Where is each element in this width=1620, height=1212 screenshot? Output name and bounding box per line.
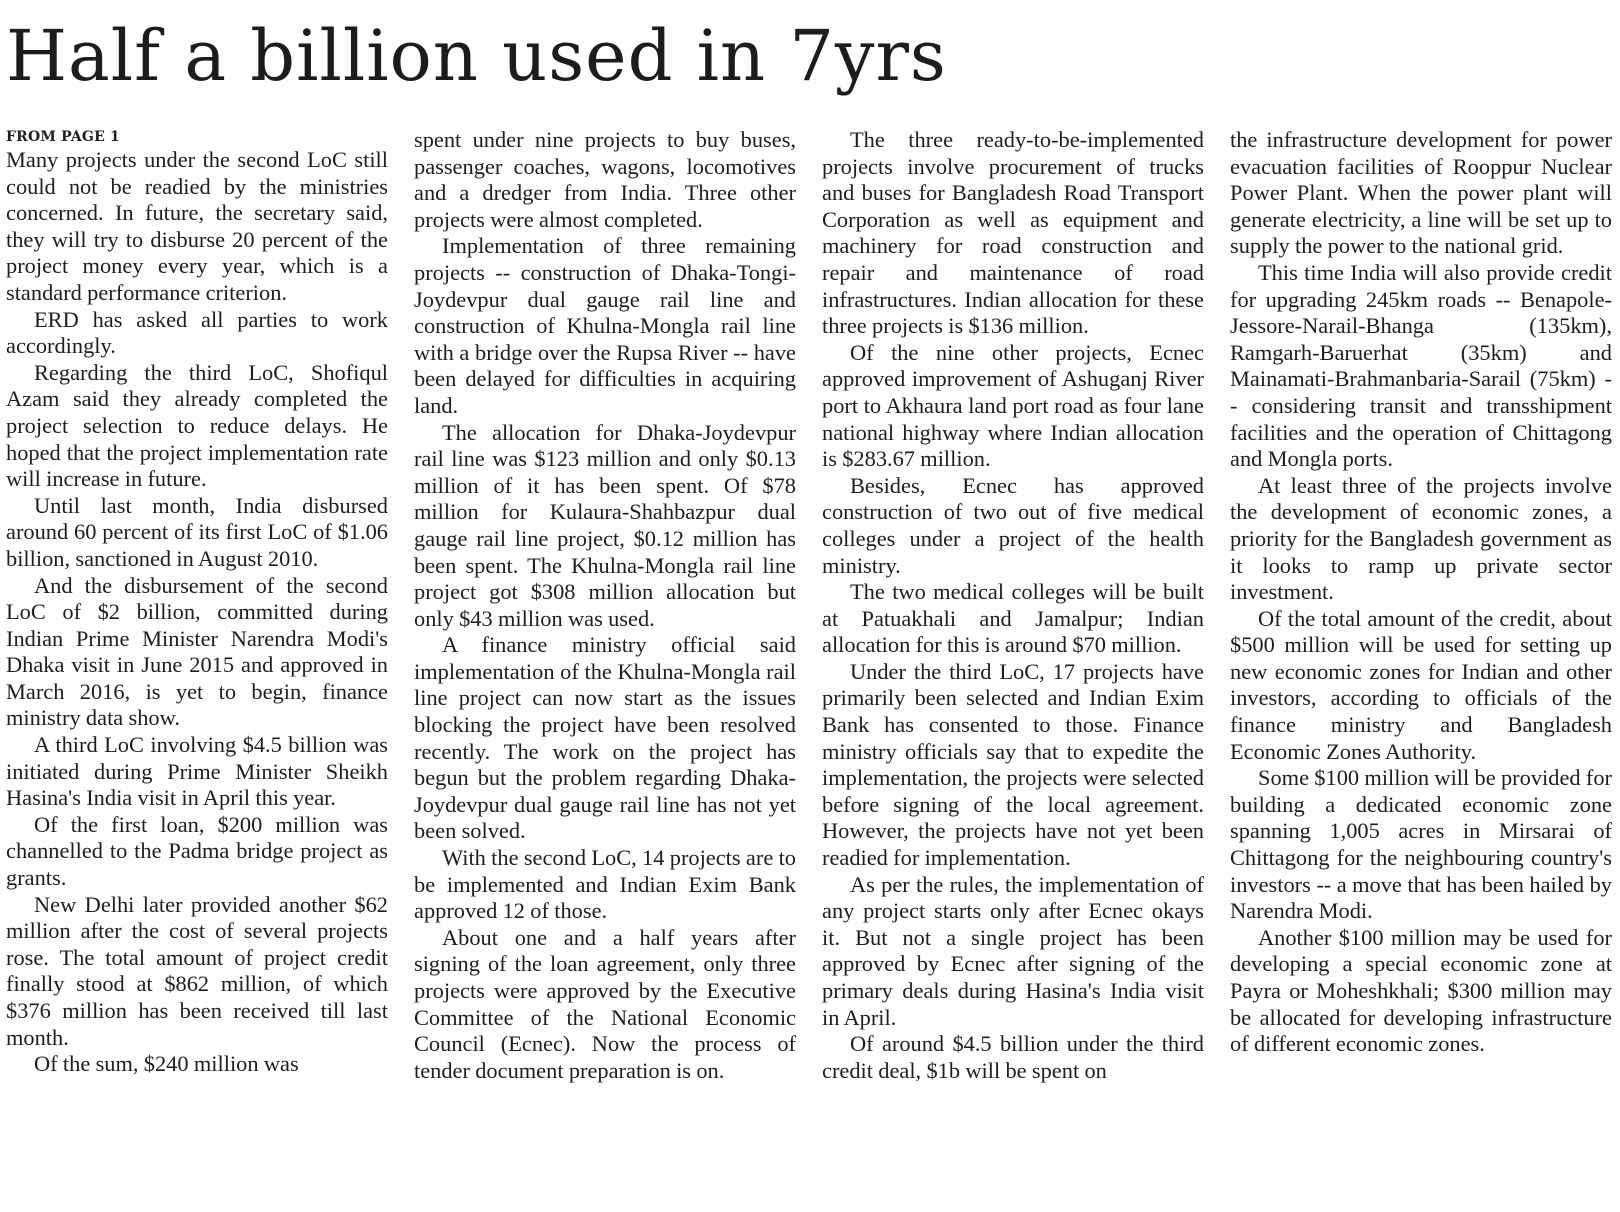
paragraph: Implementation of three remaining projects -- construction of Dhaka-Tongi-Joydevpur dual gauge rail line and construction of Khulna-Mongla rail line with a bridge over the Rupsa River -- have been delayed for difficulties in acquiring land. (414, 233, 796, 418)
article-body (6, 127, 1614, 1205)
paragraph: Of the sum, $240 million was (34, 1051, 299, 1077)
paragraph: Of the total amount of the credit, about $500 million will be used for setting up new economic zones for Indian and other investors, according to officials of the finance ministry and Bangladesh Economic Zones Authority. (1230, 605, 1612, 764)
paragraph: The allocation for Dhaka-Joydevpur rail line was $123 million and only $0.13 million of it has been spent. Of $78 million for Kulaura-Shahbazpur dual gauge rail line project, $0.12 million has been spent. The Khulna-Mongla rail line project got $308 million allocation but only $43 million was used. (414, 419, 796, 631)
paragraph: Of the nine other projects, Ecnec approved improvement of Ashuganj River port to Akhaura land port road as four lane national highway where Indian allocation is $283.67 million. (822, 339, 1204, 472)
article-headline: Half a billion used in 7yrs (6, 15, 947, 97)
paragraph: This time India will also provide credit for upgrading 245km roads -- Benapole-Jessore-Narail-Bhanga (135km), Ramgarh-Baruerhat (35km) and Mainamati-Brahmanbaria-Sarail (75km) -- considering transit and transshipment facilities and the operation of Chittagong and Mongla ports. (1230, 259, 1612, 472)
paragraph: ERD has asked all parties to work accordingly. (6, 306, 388, 359)
paragraph: The two medical colleges will be built at Patuakhali and Jamalpur; Indian allocation for this is around $70 million. (822, 579, 1204, 658)
paragraph: A third LoC involving $4.5 billion was initiated during Prime Minister Sheikh Hasina's India visit in April this year. (6, 732, 388, 811)
paragraph: As per the rules, the implementation of any project starts only after Ecnec okays it. But not a single project has been approved by Ecnec after signing of the primary deals during Hasina's India visit in April. (822, 871, 1204, 1030)
paragraph: At least three of the projects involve the development of economic zones, a priority for the Bangladesh government as it looks to ramp up private sector investment. (1230, 472, 1612, 605)
paragraph: With the second LoC, 14 projects are to be implemented and Indian Exim Bank approved 12 of those. (414, 845, 796, 924)
paragraph: Besides, Ecnec has approved construction of two out of five medical colleges under a project of the health ministry. (822, 472, 1204, 578)
paragraph: Under the third LoC, 17 projects have primarily been selected and Indian Exim Bank has consented to those. Finance ministry officials say that to expedite the implementation, the projects were selected before signing of the local agreement. However, the projects have not yet been readied for implementation. (822, 658, 1204, 871)
paragraph: About one and a half years after signing of the loan agreement, only three projects were approved by the Executive Committee of the National Economic Council (Ecnec). Now the process of tender document preparation is on. (414, 924, 796, 1083)
paragraph: Until last month, India disbursed around 60 percent of its first LoC of $1.06 billion, sanctioned in August 2010. (6, 492, 388, 571)
article-column-1 (6, 127, 388, 1205)
paragraph: spent under nine projects to buy buses, passenger coaches, wagons, locomotives and a dredger from India. Three other projects were almost completed. (414, 127, 796, 232)
paragraph: The three ready-to-be-implemented projects involve procurement of trucks and buses for Bangladesh Road Transport Corporation as well as equipment and machinery for road construction and repair and maintenance of road infrastructures. Indian allocation for these three projects is $136 million. (822, 127, 1204, 339)
paragraph: Many projects under the second LoC still could not be readied by the ministries concerned. In future, the secretary said, they will try to disburse 20 percent of the project money every year, which is a standard performance criterion. (6, 147, 388, 305)
paragraph: Of around $4.5 billion under the third credit deal, $1b will be spent on (822, 1031, 1204, 1083)
article-column-3 (822, 127, 1204, 1205)
paragraph: A finance ministry official said implementation of the Khulna-Mongla rail line project can now start as the issues blocking the project have been resolved recently. The work on the project has begun but the problem regarding Dhaka-Joydevpur dual gauge rail line has not yet been solved. (414, 632, 796, 844)
continuation-kicker: FROM PAGE 1 (6, 129, 120, 145)
paragraph: Some $100 million will be provided for building a dedicated economic zone spanning 1,005 acres in Mirsarai of Chittagong for the neighbouring country's investors -- a move that has been hailed by Narendra Modi. (1230, 765, 1612, 924)
article-column-2 (414, 127, 796, 1205)
paragraph: New Delhi later provided another $62 million after the cost of several projects rose. The total amount of project credit finally stood at $862 million, of which $376 million has been received till last month. (6, 891, 388, 1050)
paragraph: And the disbursement of the second LoC of $2 billion, committed during Indian Prime Minister Narendra Modi's Dhaka visit in June 2015 and approved in March 2016, is yet to begin, finance ministry data show. (6, 572, 388, 731)
article-column-4 (1230, 127, 1612, 1205)
paragraph: Regarding the third LoC, Shofiqul Azam said they already completed the project selection to reduce delays. He hoped that the project implementation rate will increase in future. (6, 359, 388, 492)
paragraph: the infrastructure development for power evacuation facilities of Rooppur Nuclear Power Plant. When the power plant will generate electricity, a line will be set up to supply the power to the national grid. (1230, 127, 1612, 259)
paragraph: Of the first loan, $200 million was channelled to the Padma bridge project as grants. (6, 811, 388, 891)
paragraph: Another $100 million may be used for developing a special economic zone at Payra or Moheshkhali; $300 million may be allocated for developing infrastructure of different economic zones. (1230, 924, 1612, 1057)
